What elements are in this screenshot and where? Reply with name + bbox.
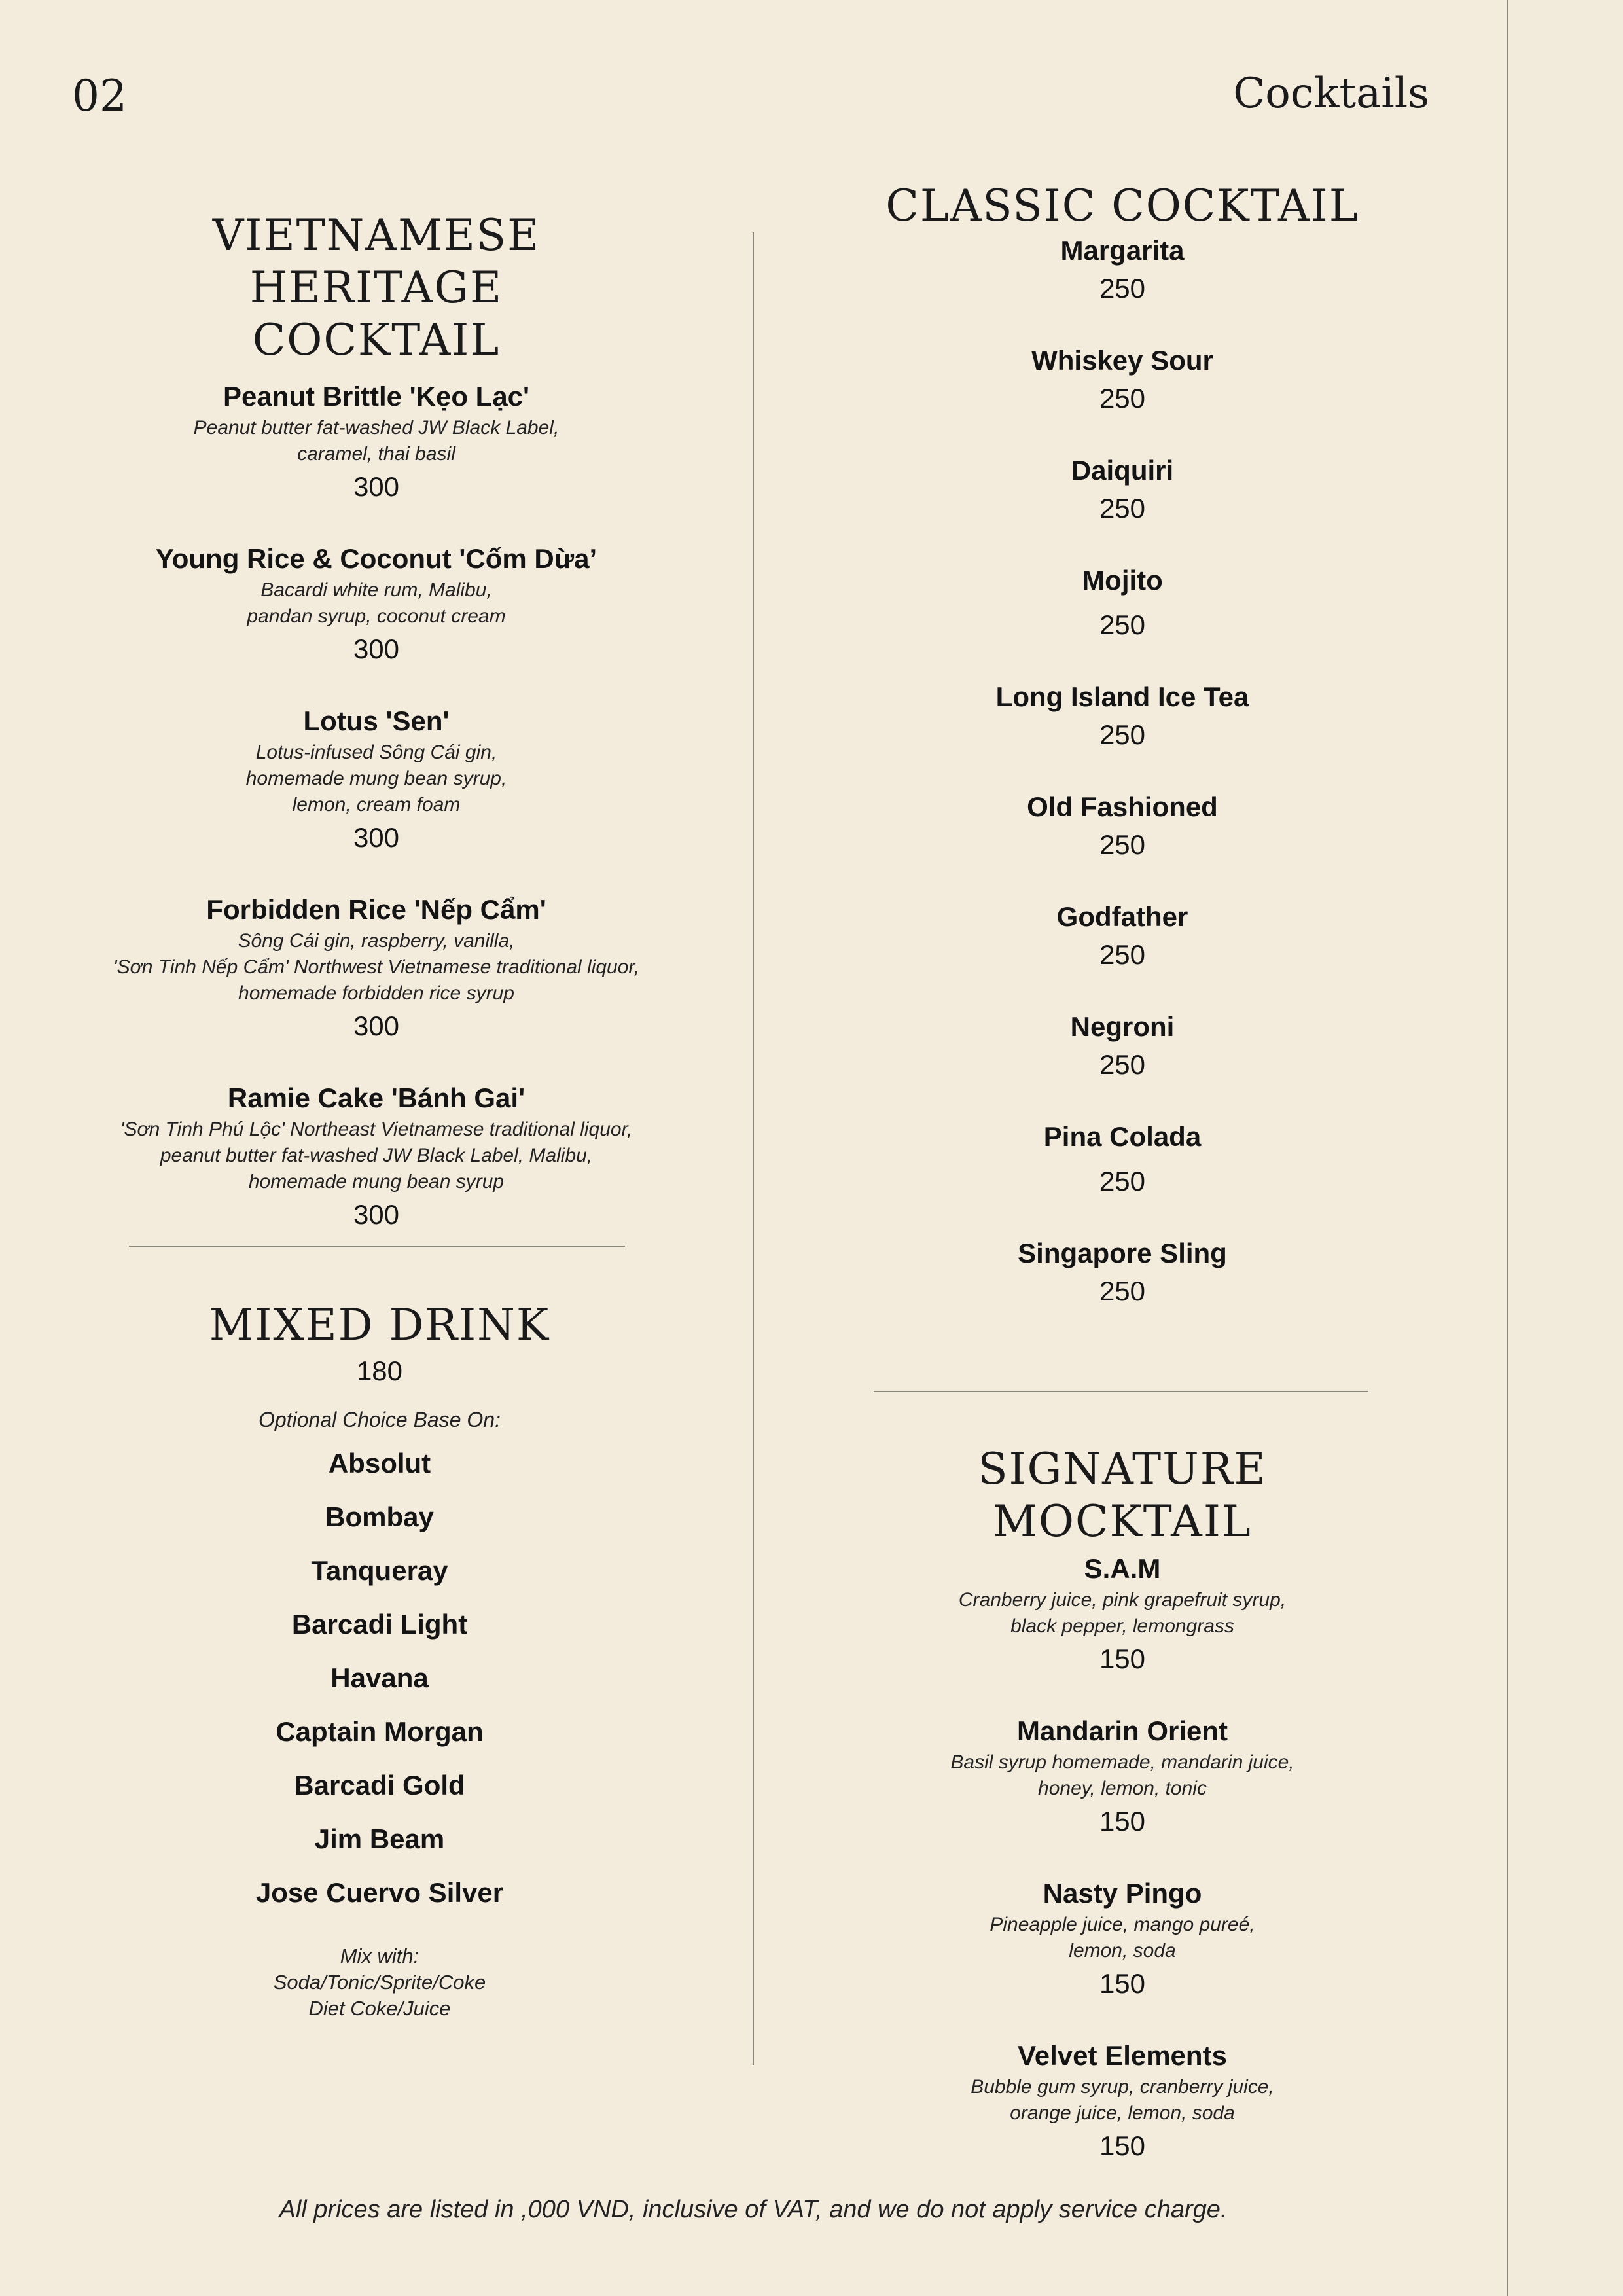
item-desc-line: homemade mung bean syrup [248,1171,505,1193]
heritage-item [79,703,674,857]
mixed-section-title: MIXED DRINK [209,1300,550,1350]
right-column [844,180,1400,1311]
item-price: 250 [1099,1166,1146,1196]
item-name: Godfather [1056,901,1188,932]
item-price: 250 [1099,273,1146,304]
base-item: Captain Morgan [276,1716,484,1747]
item-name: Negroni [1070,1011,1175,1042]
item-name: Whiskey Sour [1031,345,1213,376]
item-desc-line: Basil syrup homemade, mandarin juice, [950,1751,1294,1773]
item-price: 300 [353,471,400,502]
page-number: 02 [72,71,127,121]
item-price: 150 [1099,1806,1146,1837]
item-price: 250 [1099,939,1146,970]
item-desc-line: homemade mung bean syrup, [245,768,507,789]
item-name: Long Island Ice Tea [995,681,1249,712]
item-desc-line: lemon, cream foam [292,794,461,816]
classic-item [844,1119,1400,1201]
section-divider [129,1246,625,1247]
heritage-item [79,891,674,1046]
mocktail-item [844,2037,1400,2166]
item-name: S.A.M [1084,1553,1161,1584]
item-name: Mandarin Orient [1016,1715,1228,1746]
heritage-section-title: VIETNAMESE HERITAGE COCKTAIL [212,210,541,365]
base-item: Havana [330,1662,429,1693]
item-desc-line: peanut butter fat-washed JW Black Label, Malibu, [160,1145,593,1166]
mocktail-item [844,1551,1400,1679]
item-desc-line: Peanut butter fat-washed JW Black Label, [193,417,560,439]
base-list [79,1437,681,1920]
heritage-item [79,1080,674,1234]
item-price: 300 [353,634,400,664]
item-desc-line: Pineapple juice, mango pureé, [990,1914,1255,1935]
item-desc-line: Bubble gum syrup, cranberry juice, [971,2076,1274,2098]
item-price: 250 [1099,609,1146,640]
base-item: Jose Cuervo Silver [255,1877,504,1908]
item-name: Margarita [1060,235,1185,266]
item-name: Young Rice & Coconut 'Cốm Dừa’ [155,543,597,574]
item-price: 250 [1099,1049,1146,1080]
base-item: Tanqueray [311,1555,448,1586]
left-column [79,209,674,1234]
classic-item [844,452,1400,528]
item-price: 150 [1099,2130,1146,2161]
item-price: 250 [1099,719,1146,750]
item-name: Forbidden Rice 'Nếp Cẩm' [206,894,546,925]
classic-section-title: CLASSIC COCKTAIL [885,181,1359,231]
column-divider [753,232,754,2065]
item-price: 300 [353,1199,400,1230]
classic-item [844,789,1400,865]
classic-item [844,562,1400,645]
optional-label: Optional Choice Base On: [259,1408,501,1431]
item-name: Old Fashioned [1027,791,1218,822]
base-item: Bombay [325,1501,434,1532]
item-name: Pina Colada [1043,1121,1202,1152]
item-desc-line: caramel, thai basil [297,443,455,465]
classic-item [844,342,1400,418]
mocktail-item [844,1875,1400,2003]
item-price: 250 [1099,493,1146,524]
item-desc-line: black pepper, lemongrass [1010,1615,1234,1637]
item-name: Daiquiri [1071,455,1174,486]
item-desc-line: lemon, soda [1069,1940,1176,1962]
item-name: Mojito [1082,565,1163,596]
item-name: Ramie Cake 'Bánh Gai' [227,1083,526,1113]
item-price: 250 [1099,829,1146,860]
item-price: 300 [353,822,400,853]
heritage-item [79,541,674,669]
mocktail-item [844,1713,1400,1841]
mix-with-line: Diet Coke/Juice [308,1997,451,2020]
item-desc-line: Lotus-infused Sông Cái gin, [255,742,497,763]
mixed-drink-section [79,1299,681,2022]
page-title: Cocktails [1233,69,1429,118]
item-price: 250 [1099,383,1146,414]
classic-item [844,232,1400,308]
heritage-item [79,378,674,507]
base-item: Barcadi Gold [294,1770,465,1801]
mixed-price: 180 [356,1355,403,1386]
item-price: 250 [1099,1276,1146,1306]
classic-item [844,899,1400,975]
item-name: Nasty Pingo [1043,1878,1202,1909]
section-divider [874,1391,1368,1392]
classic-item [844,679,1400,755]
item-name: Peanut Brittle 'Kẹo Lạc' [223,381,530,412]
item-desc-line: orange juice, lemon, soda [1010,2102,1235,2124]
item-name: Singapore Sling [1018,1238,1227,1268]
base-item: Absolut [328,1448,431,1479]
page-edge-strip [1507,0,1623,2296]
mix-with-line: Soda/Tonic/Sprite/Coke [273,1971,486,1994]
base-item: Barcadi Light [291,1609,468,1640]
mix-with [79,1943,681,2022]
item-desc-line: homemade forbidden rice syrup [238,982,514,1004]
mocktail-section-title: SIGNATURE MOCKTAIL [978,1444,1267,1547]
item-desc-line: Cranberry juice, pink grapefruit syrup, [958,1589,1287,1611]
item-desc-line: pandan syrup, coconut cream [247,605,506,627]
base-item: Jim Beam [314,1823,445,1854]
item-desc-line: Bacardi white rum, Malibu, [260,579,492,601]
item-desc-line: 'Sơn Tinh Phú Lộc' Northeast Vietnamese traditional liquor, [120,1119,633,1140]
mocktail-section [844,1443,1400,2166]
item-name: Velvet Elements [1018,2040,1227,2071]
mix-with-line: Mix with: [340,1945,419,1967]
item-desc-line: honey, lemon, tonic [1038,1778,1207,1799]
item-price: 150 [1099,1968,1146,1999]
price-footnote: All prices are listed in ,000 VND, inclusive of VAT, and we do not apply service charge. [279,2196,1228,2223]
item-name: Lotus 'Sen' [303,706,450,736]
item-desc-line: 'Sơn Tinh Nếp Cẩm' Northwest Vietnamese traditional liquor, [113,956,640,978]
item-price: 300 [353,1011,400,1041]
item-desc-line: Sông Cái gin, raspberry, vanilla, [238,930,515,952]
classic-item [844,1009,1400,1085]
classic-item [844,1235,1400,1311]
item-price: 150 [1099,1643,1146,1674]
